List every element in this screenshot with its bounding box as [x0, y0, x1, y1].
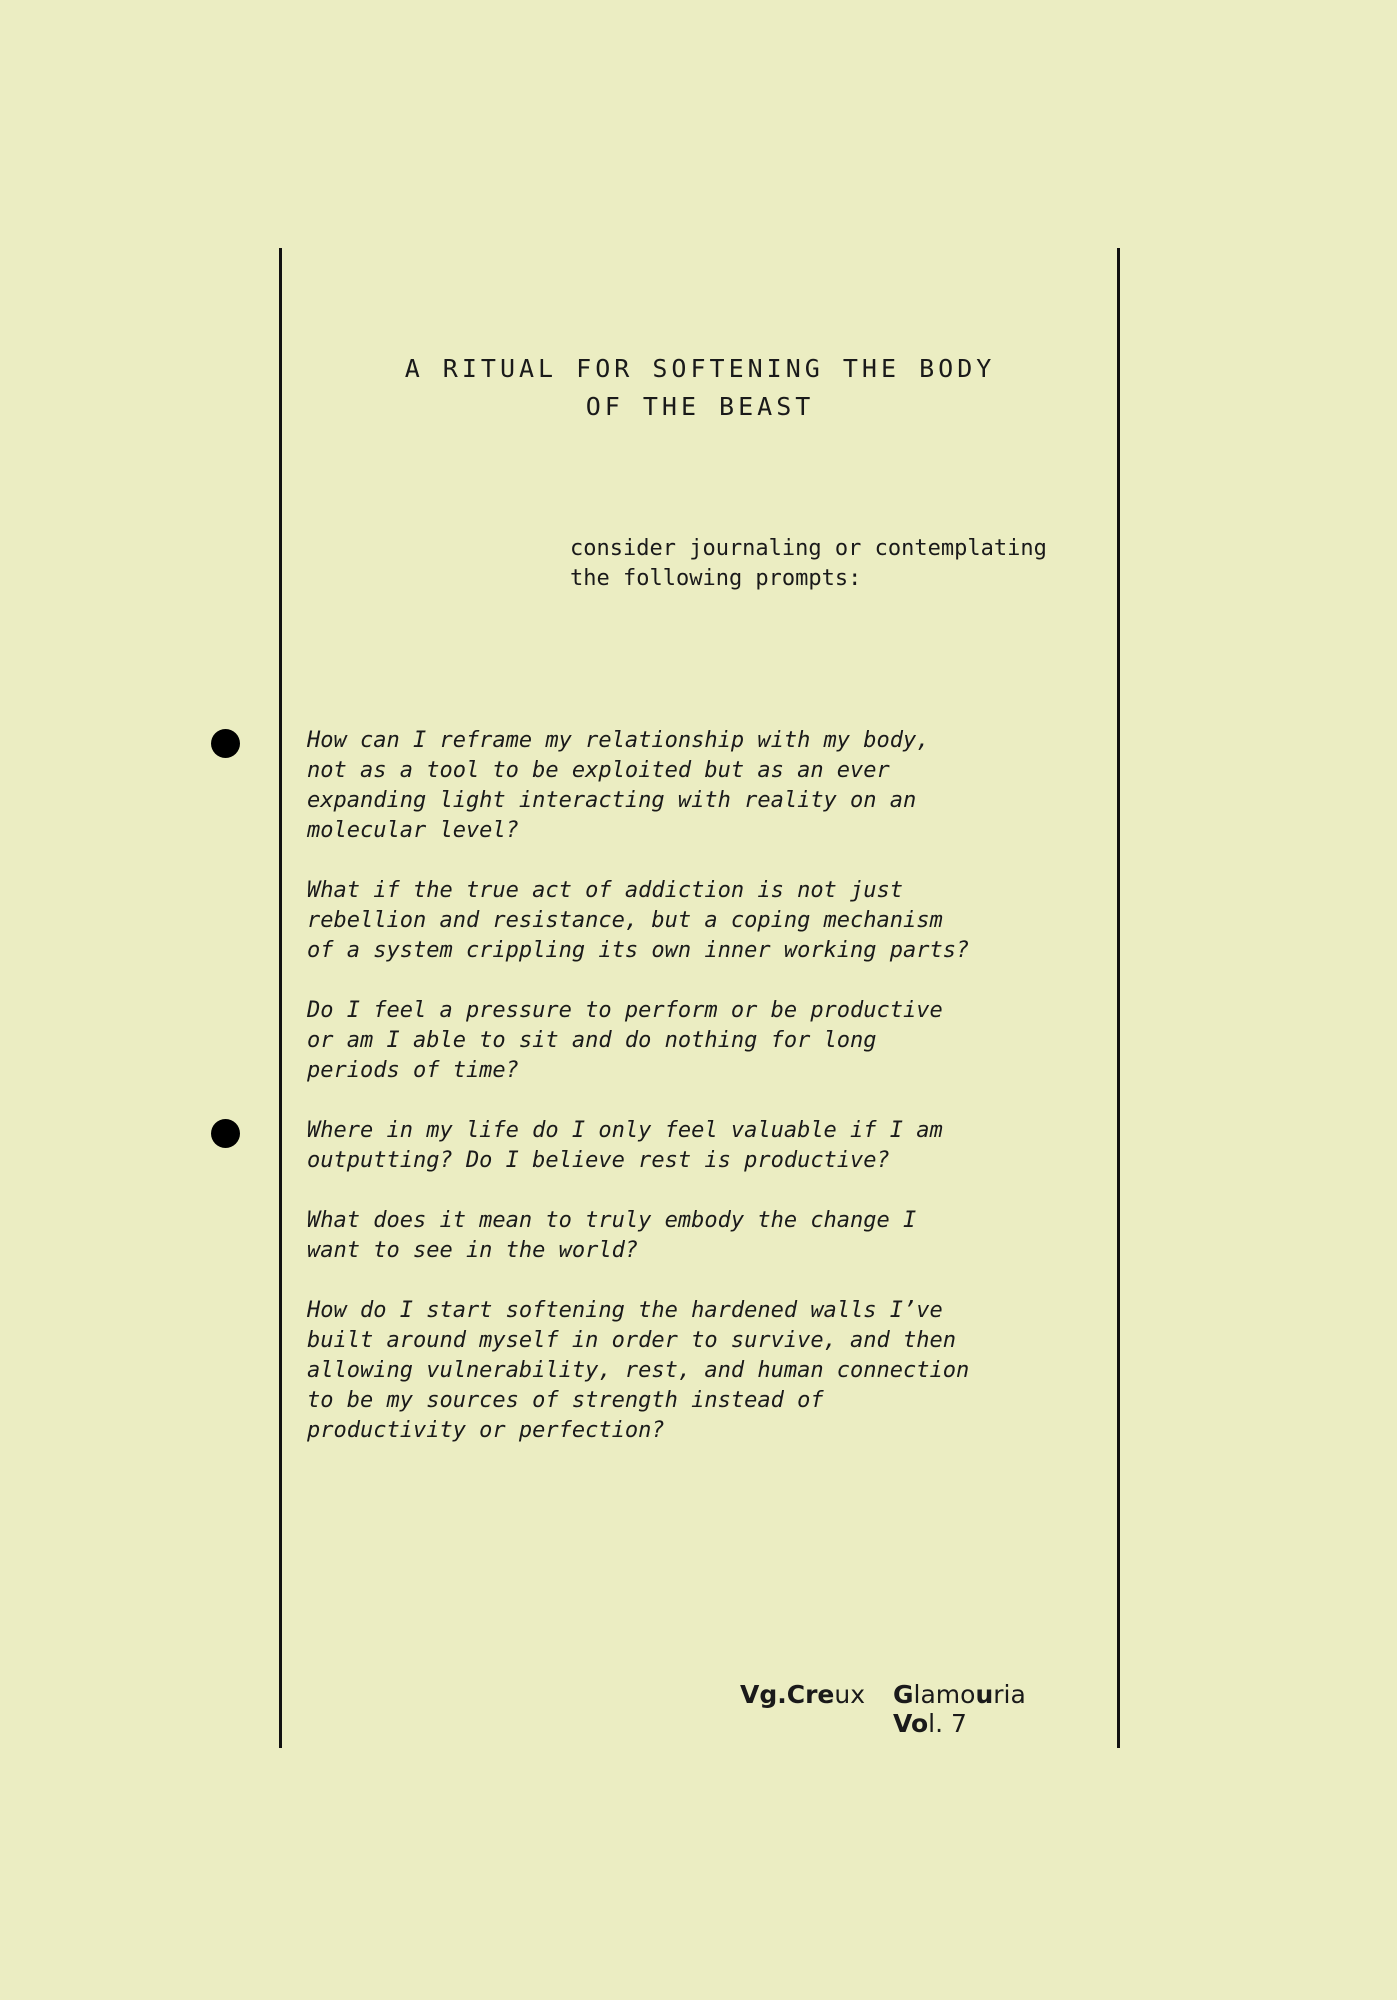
intro-line-2: the following prompts: — [570, 566, 862, 591]
prompt-line: periods of time? — [307, 1058, 519, 1083]
footer-pub-part: u — [975, 1680, 994, 1709]
footer-pub-part: lamo — [913, 1680, 976, 1709]
prompt-line: How can I reframe my relationship with my body, — [307, 728, 930, 753]
prompt-line: Where in my life do I only feel valuable if I am — [307, 1118, 943, 1143]
prompt-line: to be my sources of strength instead of — [307, 1388, 824, 1413]
prompt-item — [307, 1206, 1067, 1266]
footer-pub-part: ria — [993, 1680, 1026, 1709]
intro-text — [570, 534, 1090, 594]
prompt-line: expanding light interacting with reality on an — [307, 788, 917, 813]
footer-pub-part: G — [893, 1680, 914, 1709]
prompt-line: How do I start softening the hardened walls I’ve — [307, 1298, 943, 1323]
prompt-line: Do I feel a pressure to perform or be productive — [307, 998, 943, 1023]
prompt-line: built around myself in order to survive, and then — [307, 1328, 957, 1353]
prompt-line: What does it mean to truly embody the change I — [307, 1208, 917, 1233]
footer-pub-part: Vo — [893, 1709, 929, 1738]
prompt-line: of a system crippling its own inner working parts? — [307, 938, 970, 963]
footer — [740, 1680, 1080, 1738]
prompt-line: molecular level? — [307, 818, 519, 843]
footer-author — [740, 1680, 865, 1709]
prompt-line: rebellion and resistance, but a coping mechanism — [307, 908, 943, 933]
bullet-dot-icon — [211, 1119, 240, 1148]
prompt-line: or am I able to sit and do nothing for long — [307, 1028, 877, 1053]
prompt-line: want to see in the world? — [307, 1238, 639, 1263]
page-title-line-2: OF THE BEAST — [585, 392, 815, 421]
left-vertical-rule — [279, 248, 282, 1748]
page-title-line-1: A RITUAL FOR SOFTENING THE BODY — [404, 354, 996, 383]
prompt-line: outputting? Do I believe rest is productive? — [307, 1148, 890, 1173]
page-title — [300, 350, 1100, 426]
footer-pub-part: l. 7 — [928, 1709, 967, 1738]
prompt-item — [307, 1296, 1067, 1446]
intro-line-1: consider journaling or contemplating — [570, 536, 1047, 561]
prompt-line: What if the true act of addiction is not just — [307, 878, 904, 903]
prompt-line: allowing vulnerability, rest, and human connection — [307, 1358, 970, 1383]
bullet-dot-icon — [211, 729, 240, 758]
prompt-list — [307, 726, 1067, 1476]
footer-author-rest: ux — [834, 1680, 866, 1709]
prompt-item — [307, 1116, 1067, 1176]
prompt-item — [307, 996, 1067, 1086]
prompt-line: not as a tool to be exploited but as an ever — [307, 758, 890, 783]
right-vertical-rule — [1117, 248, 1120, 1748]
footer-publication — [893, 1680, 1080, 1738]
prompt-item — [307, 876, 1067, 966]
footer-author-bold: Vg.Cre — [740, 1680, 835, 1709]
prompt-line: productivity or perfection? — [307, 1418, 665, 1443]
prompt-item — [307, 726, 1067, 846]
